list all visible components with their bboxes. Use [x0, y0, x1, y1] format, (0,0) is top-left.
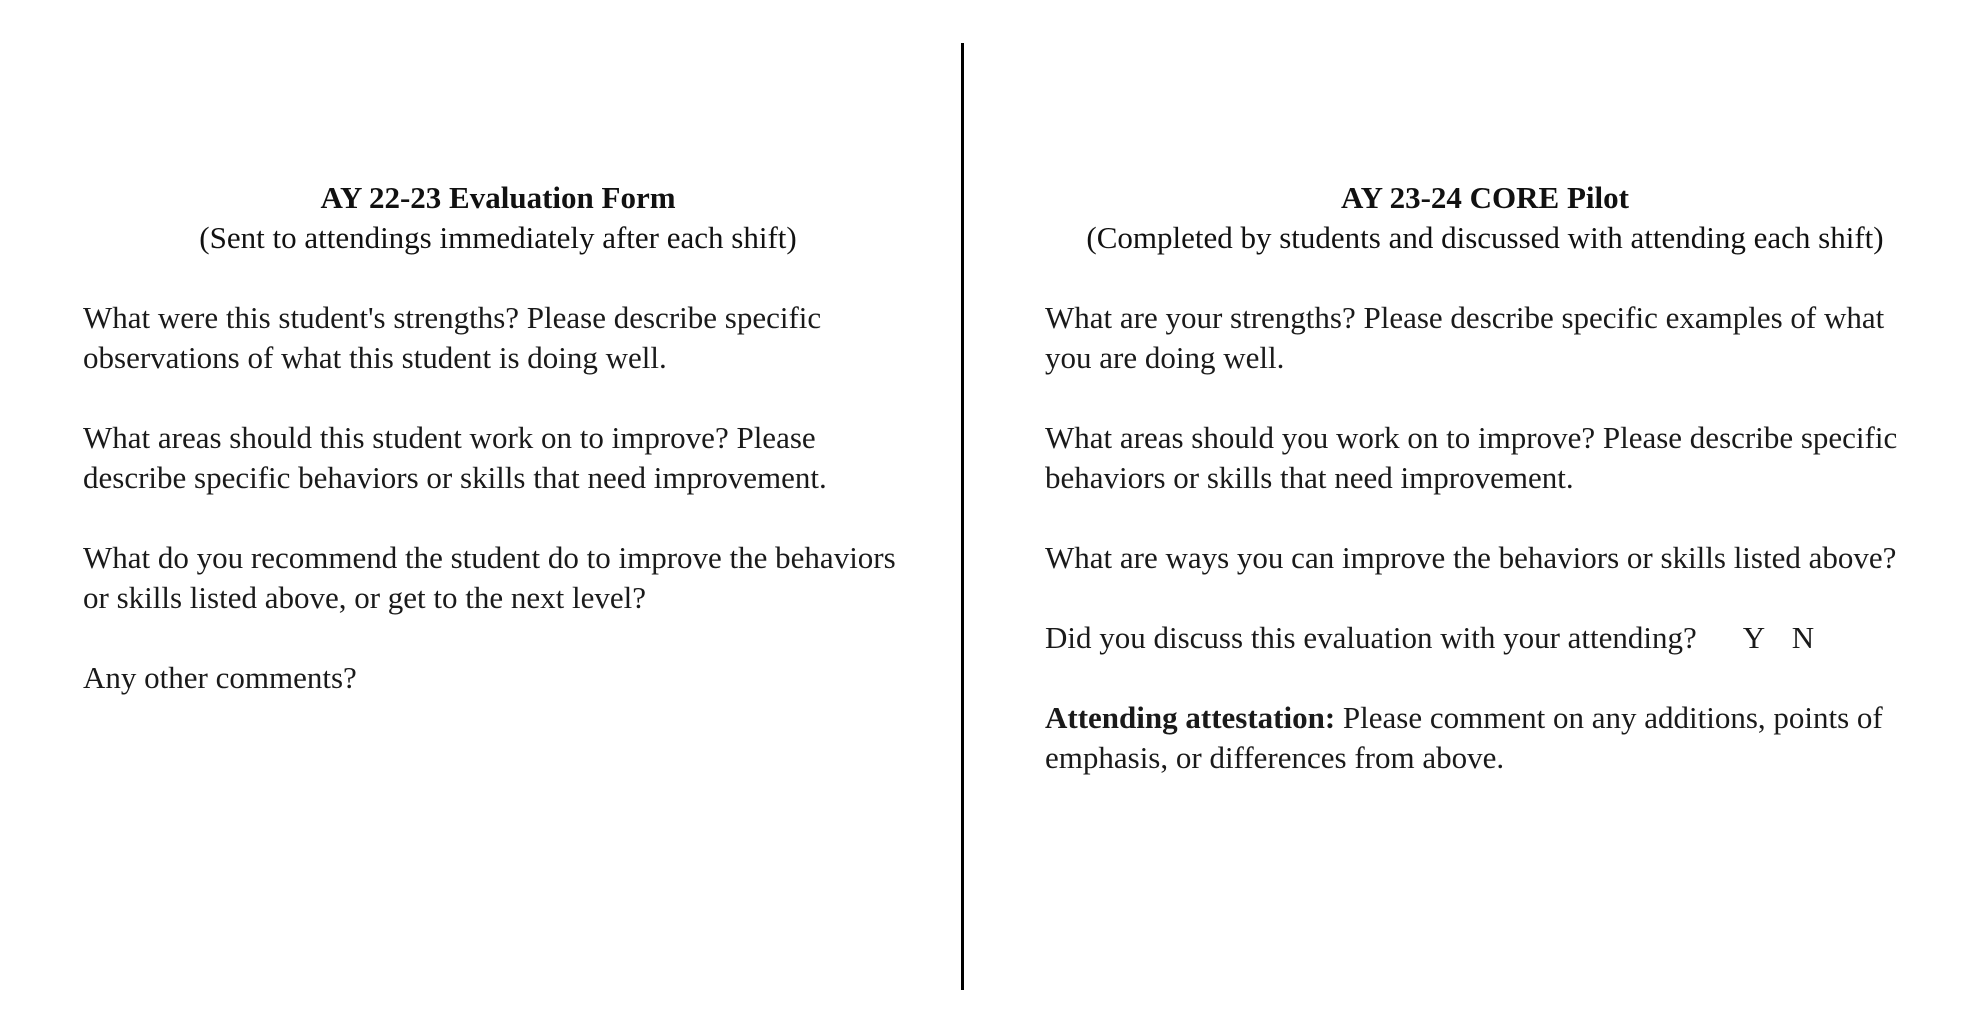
right-subtitle: (Completed by students and discussed with attending each shift) [1086, 220, 1884, 255]
right-question-improvement-areas: What areas should you work on to improve? Please describe specific behaviors or skills that need improvement. [1045, 420, 1898, 495]
discussion-question-text: Did you discuss this evaluation with your attending? [1045, 620, 1697, 655]
left-question-strengths: What were this student's strengths? Please describe specific observations of what this student is doing well. [83, 300, 822, 375]
right-question-strengths: What are your strengths? Please describe specific examples of what you are doing well. [1045, 300, 1885, 375]
left-question-other-comments: Any other comments? [83, 660, 357, 695]
left-question-improvement-areas: What areas should this student work on to improve? Please describe specific behaviors or skills that need improvement. [83, 420, 827, 495]
right-title: AY 23-24 CORE Pilot [1341, 180, 1629, 215]
attestation-text: Please comment on any additions, points of emphasis, or differences from above. [1045, 700, 1883, 775]
left-title: AY 22-23 Evaluation Form [320, 180, 676, 215]
left-heading [83, 178, 913, 258]
yes-no-options: Y N [1742, 620, 1815, 655]
attestation-label: Attending attestation: [1045, 700, 1336, 735]
right-question-discussion [1045, 618, 1925, 658]
column-divider [961, 43, 964, 990]
right-attending-attestation [1045, 698, 1925, 778]
left-question-recommendations: What do you recommend the student do to improve the behaviors or skills listed above, or get to the next level? [83, 540, 896, 615]
left-subtitle: (Sent to attendings immediately after each shift) [199, 220, 797, 255]
right-heading [1045, 178, 1925, 258]
left-column-2022-form [83, 178, 913, 738]
right-question-improvement-ways: What are ways you can improve the behaviors or skills listed above? [1045, 540, 1897, 575]
right-column-2023-pilot [1045, 178, 1925, 818]
